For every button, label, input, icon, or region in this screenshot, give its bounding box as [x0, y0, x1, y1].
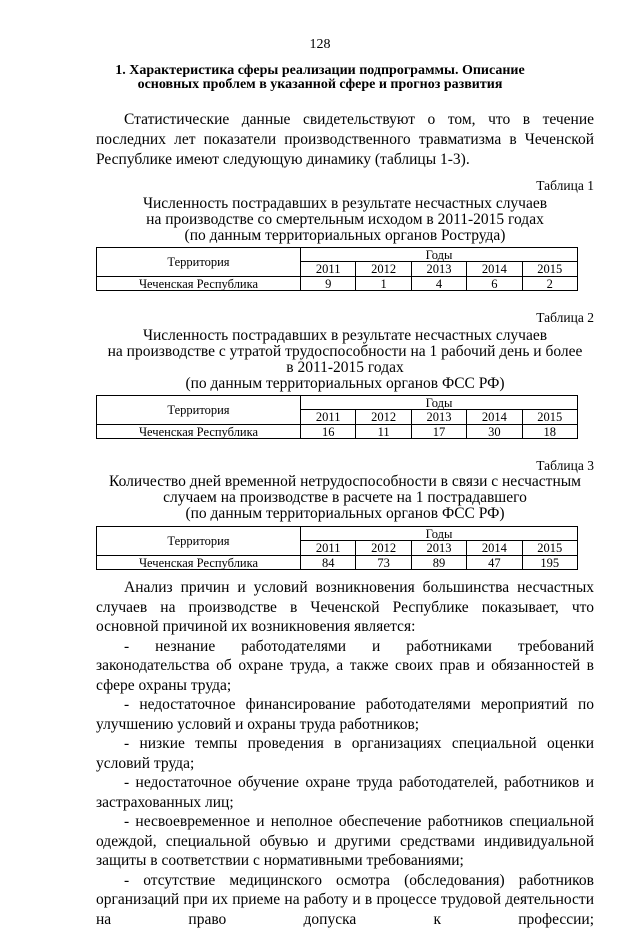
year-cell: 2013	[411, 410, 466, 425]
year-cell: 2012	[356, 541, 411, 556]
value-cell: 11	[356, 425, 411, 439]
table-title-line: Количество дней временной нетрудоспособности в связи с несчастным	[96, 474, 594, 490]
header-years: Годы	[301, 248, 578, 262]
header-years: Годы	[301, 396, 578, 410]
value-cell: 47	[467, 556, 522, 570]
list-item: - несвоевременное и неполное обеспечение работников специальной одеждой, специальной обувью и другими средствами индивидуальной защиты в соответствии с нормативными требованиями;	[96, 812, 594, 871]
value-cell: 17	[411, 425, 466, 439]
table-2	[96, 395, 578, 439]
year-cell: 2011	[301, 541, 356, 556]
section-heading-line: 1. Характеристика сферы реализации подпрограммы. Описание	[100, 64, 540, 78]
table-row	[97, 425, 578, 439]
table-3-title	[96, 474, 594, 522]
year-cell: 2012	[356, 262, 411, 277]
year-cell: 2011	[301, 262, 356, 277]
value-cell: 195	[522, 556, 577, 570]
list-item: - низкие темпы проведения в организациях специальной оценки условий труда;	[96, 734, 594, 773]
year-cell: 2012	[356, 410, 411, 425]
header-territory: Территория	[97, 527, 301, 556]
value-cell: 84	[301, 556, 356, 570]
year-cell: 2015	[522, 541, 577, 556]
table-title-line: случаем на производстве в расчете на 1 пострадавшего	[96, 490, 594, 506]
page-number: 128	[0, 37, 640, 53]
value-cell: 16	[301, 425, 356, 439]
value-cell: 6	[467, 277, 522, 291]
header-years: Годы	[301, 527, 578, 541]
list-item: - незнание работодателями и работниками требований законодательства об охране труда, а также своих прав и обязанностей в сфере охраны труда;	[96, 637, 594, 696]
table-2-title	[96, 328, 594, 392]
analysis-section	[96, 578, 594, 929]
row-label: Чеченская Республика	[97, 425, 301, 439]
list-item: - недостаточное обучение охране труда работодателей, работников и застрахованных лиц;	[96, 773, 594, 812]
year-cell: 2015	[522, 262, 577, 277]
value-cell: 89	[411, 556, 466, 570]
row-label: Чеченская Республика	[97, 556, 301, 570]
table-title-line: Численность пострадавших в результате несчастных случаев	[96, 196, 594, 212]
table-title-line: на производстве со смертельным исходом в 2011-2015 годах	[96, 212, 594, 228]
year-cell: 2013	[411, 541, 466, 556]
header-territory: Территория	[97, 248, 301, 277]
value-cell: 18	[522, 425, 577, 439]
section-heading	[100, 64, 540, 92]
year-cell: 2013	[411, 262, 466, 277]
intro-paragraph: Статистические данные свидетельствуют о том, что в течение последних лет показатели производственного травматизма в Чеченской Республике имеют следующую динамику (таблицы 1-3).	[96, 110, 594, 170]
year-cell: 2014	[467, 541, 522, 556]
row-label: Чеченская Республика	[97, 277, 301, 291]
list-item: - недостаточное финансирование работодателями мероприятий по улучшению условий и охраны труда работников;	[96, 695, 594, 734]
table-2-caption: Таблица 2	[96, 310, 594, 326]
list-item: - отсутствие медицинского осмотра (обследования) работников организаций при их приеме на работу и в процессе трудовой деятельности на право допуска к профессии;	[96, 871, 594, 929]
year-cell: 2014	[467, 262, 522, 277]
value-cell: 9	[301, 277, 356, 291]
table-title-line: (по данным территориальных органов ФСС РФ)	[96, 376, 594, 392]
header-territory: Территория	[97, 396, 301, 425]
value-cell: 1	[356, 277, 411, 291]
year-cell: 2014	[467, 410, 522, 425]
analysis-paragraph: Анализ причин и условий возникновения большинства несчастных случаев на производстве в Чеченской Республике показывает, что основной причиной их возникновения является:	[96, 578, 594, 637]
table-title-line: Численность пострадавших в результате несчастных случаев	[96, 328, 594, 344]
table-1-title	[96, 196, 594, 244]
value-cell: 2	[522, 277, 577, 291]
year-cell: 2015	[522, 410, 577, 425]
table-1-caption: Таблица 1	[96, 178, 594, 194]
table-title-line: (по данным территориальных органов ФСС РФ)	[96, 506, 594, 522]
table-row	[97, 556, 578, 570]
table-3-caption: Таблица 3	[96, 458, 594, 474]
value-cell: 4	[411, 277, 466, 291]
value-cell: 73	[356, 556, 411, 570]
table-title-line: на производстве с утратой трудоспособности на 1 рабочий день и более	[96, 344, 594, 360]
section-heading-line: основных проблем в указанной сфере и прогноз развития	[100, 78, 540, 92]
table-1	[96, 247, 578, 291]
value-cell: 30	[467, 425, 522, 439]
table-row	[97, 277, 578, 291]
table-3	[96, 526, 578, 570]
table-title-line: в 2011-2015 годах	[96, 360, 594, 376]
year-cell: 2011	[301, 410, 356, 425]
table-title-line: (по данным территориальных органов Роструда)	[96, 228, 594, 244]
